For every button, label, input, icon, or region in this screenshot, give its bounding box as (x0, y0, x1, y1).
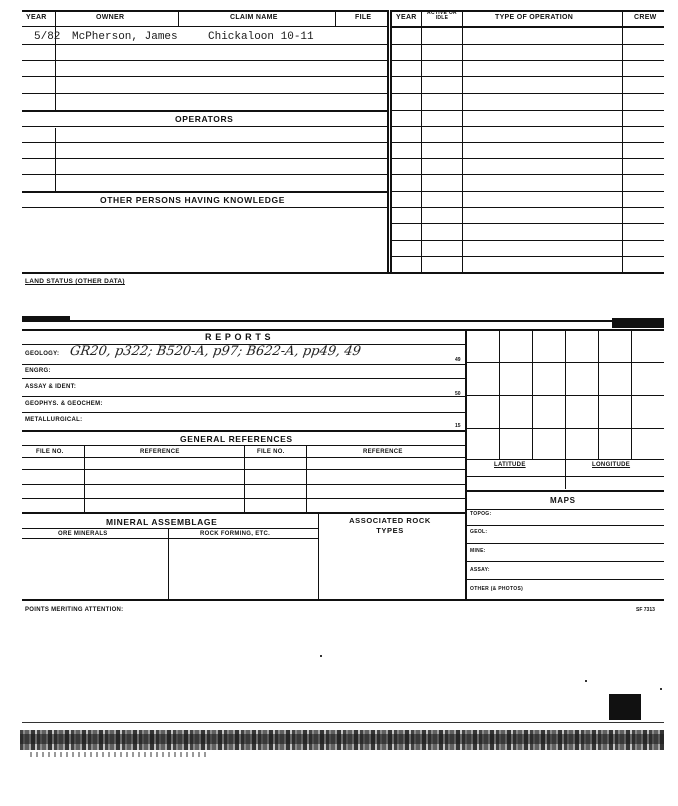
maps-topog-label: TOPOG: (470, 511, 492, 517)
mineral-assemblage-heading: MINERAL ASSEMBLAGE (106, 517, 218, 527)
col-active-idle-header: ACTIVE OR IDLE (427, 10, 457, 21)
col-year2-header: YEAR (396, 14, 417, 21)
latitude-label: LATITUDE (494, 462, 526, 468)
maps-assay-label: ASSAY: (470, 567, 490, 573)
associated-rock-types-heading: ASSOCIATED ROCK TYPES (349, 516, 431, 535)
maps-other-label: OTHER (& PHOTOS) (470, 586, 524, 592)
ref-col-file-no-1: FILE NO. (36, 449, 64, 455)
other-persons-heading: OTHER PERSONS HAVING KNOWLEDGE (100, 195, 286, 205)
col-file-header: FILE (355, 14, 372, 21)
col-owner-header: OWNER (96, 14, 125, 21)
assay-ident-label: ASSAY & IDENT: (25, 384, 77, 390)
maps-geol-label: GEOL: (470, 529, 488, 535)
general-references-heading: GENERAL REFERENCES (180, 434, 293, 444)
reports-heading: R E P O R T S (205, 332, 272, 342)
maps-heading: MAPS (550, 496, 576, 505)
form-number: SF 7313 (636, 607, 655, 613)
entry-owner: McPherson, James (72, 31, 178, 43)
col-year-header: YEAR (26, 14, 47, 21)
rock-forming-label: ROCK FORMING, ETC. (200, 531, 271, 537)
margin-number-1: 49 (455, 357, 461, 363)
ref-col-reference-2: REFERENCE (363, 449, 403, 455)
col-crew-header: CREW (634, 14, 657, 21)
geology-value: GR20, p322; B520-A, p97; B622-A, pp49, 49 (68, 344, 362, 359)
col-claim-name-header: CLAIM NAME (230, 14, 278, 21)
metallurgical-label: METALLURGICAL: (25, 417, 83, 423)
geophys-geochem-label: GEOPHYS. & GEOCHEM: (25, 401, 103, 407)
margin-number-3: 15 (455, 423, 461, 429)
operators-heading: OPERATORS (175, 114, 234, 124)
land-status-label: LAND STATUS (OTHER DATA) (25, 278, 125, 285)
ref-col-reference-1: REFERENCE (140, 449, 180, 455)
points-meriting-attention-label: POINTS MERITING ATTENTION: (25, 607, 124, 613)
maps-mine-label: MINE: (470, 548, 486, 554)
entry-year: 5/82 (34, 31, 61, 43)
ore-minerals-label: ORE MINERALS (58, 531, 108, 537)
ref-col-file-no-2: FILE NO. (257, 449, 285, 455)
engrg-label: ENGRG: (25, 368, 51, 374)
entry-claim-name: Chickaloon 10-11 (208, 31, 314, 43)
col-type-operation-header: TYPE OF OPERATION (495, 14, 574, 21)
longitude-label: LONGITUDE (592, 462, 631, 468)
margin-number-2: 50 (455, 391, 461, 397)
geology-label: GEOLOGY: (25, 351, 60, 357)
